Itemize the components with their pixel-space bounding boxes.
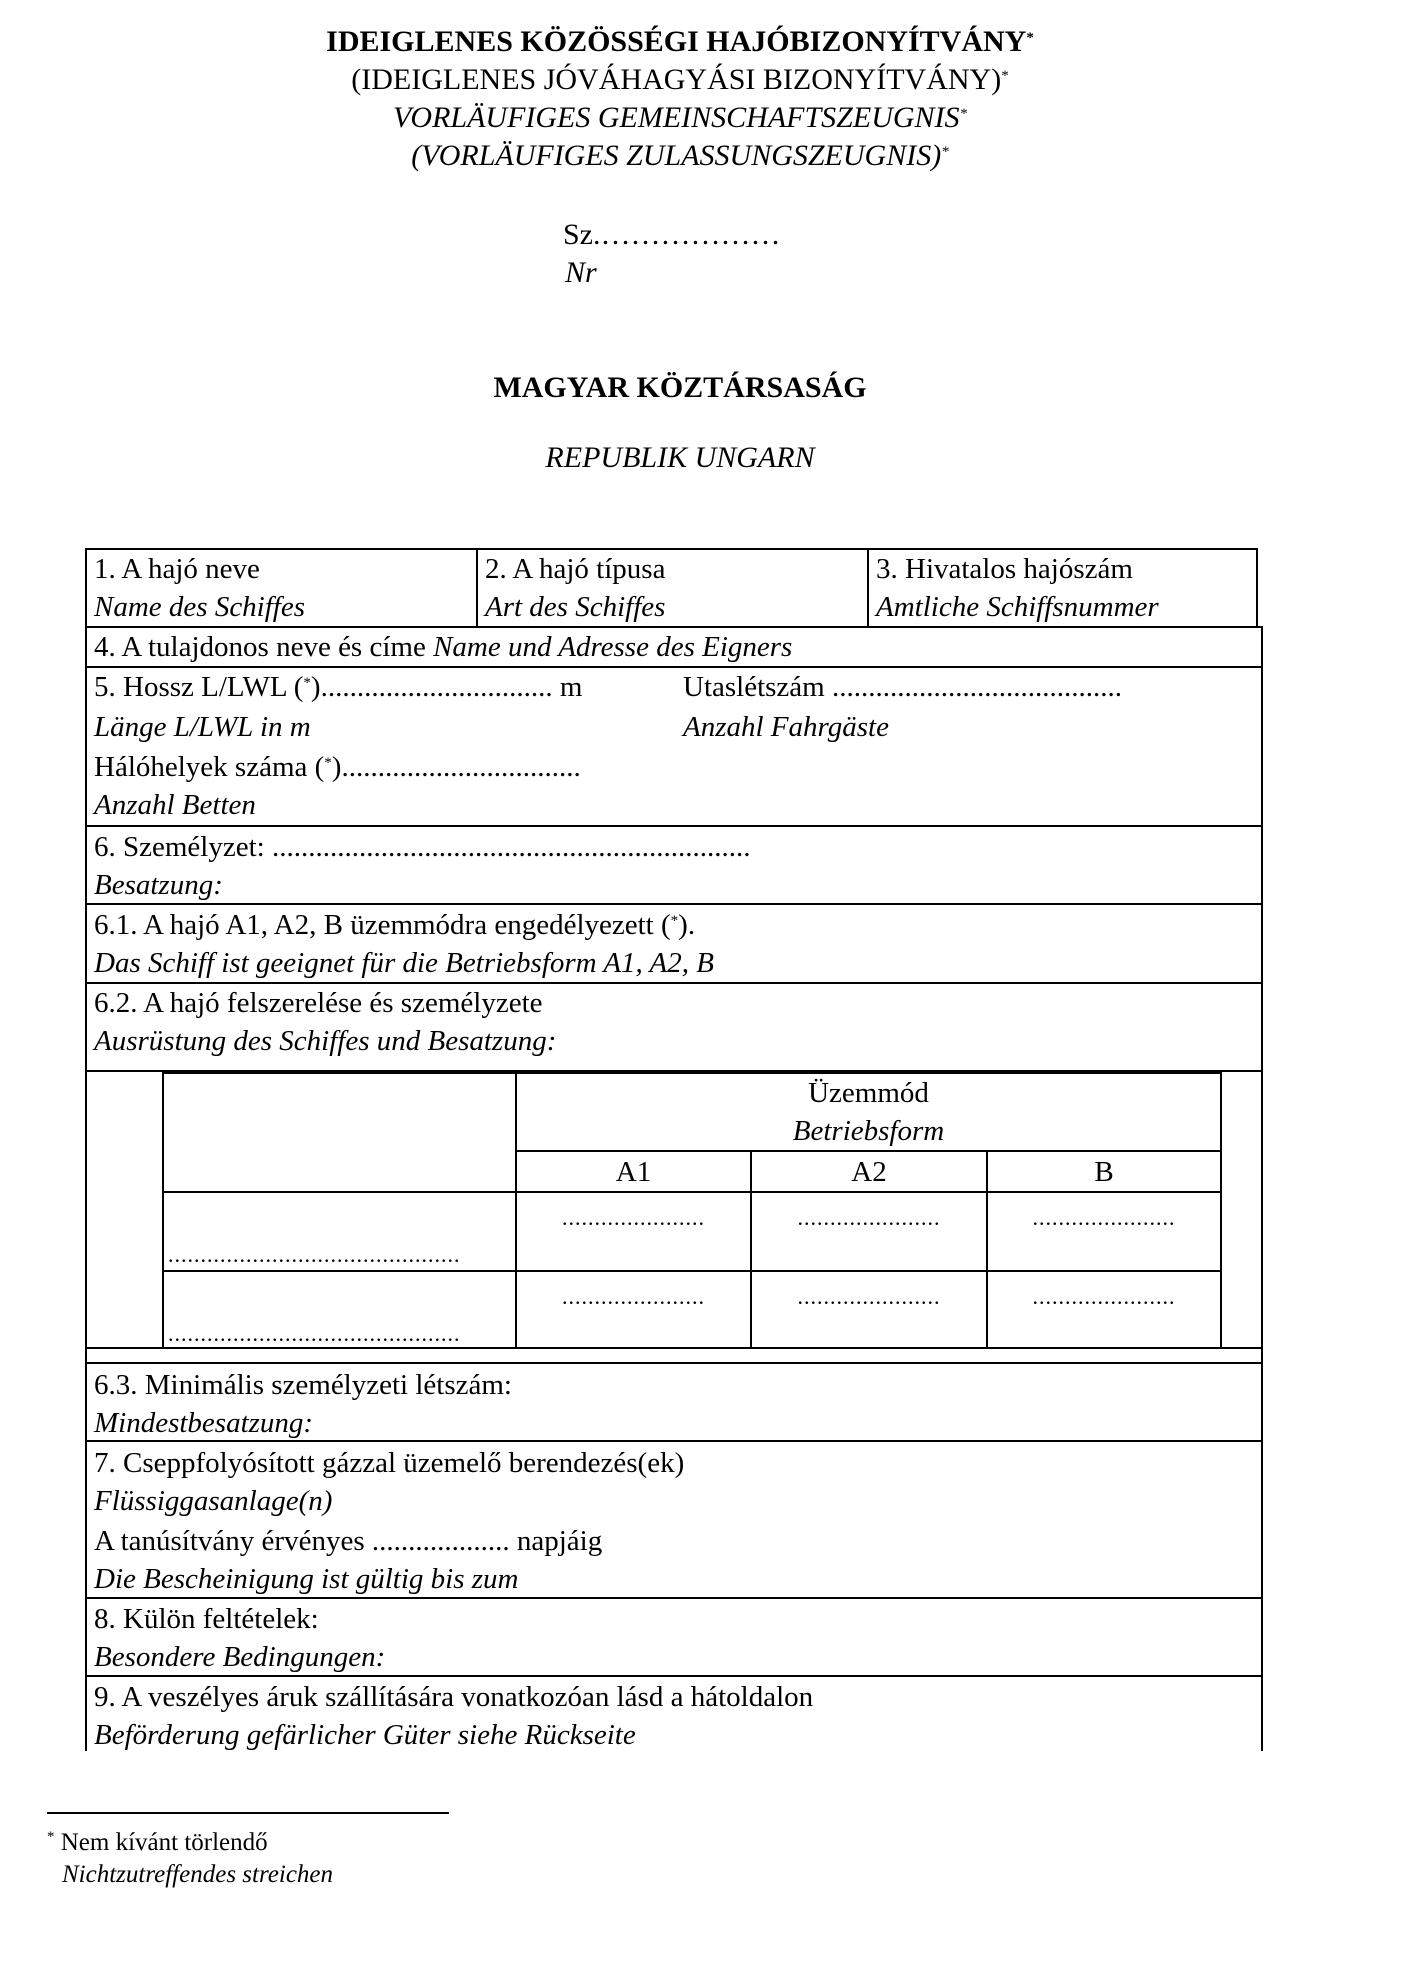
country-name-de: REPUBLIK UNGARN xyxy=(545,441,815,474)
field-6-2-label: 6.2. A hajó felszerelése és személyzete xyxy=(94,987,543,1019)
country-name: MAGYAR KÖZTÁRSASÁG xyxy=(493,371,867,404)
field-5-beds: Hálóhelyek száma (*)................................. xyxy=(94,751,581,783)
footnote-text: * Nem kívánt törlendő xyxy=(47,1829,268,1856)
field-6-crew-de: Besatzung: xyxy=(94,869,223,901)
certificate-subtitle: (IDEIGLENES JÓVÁHAGYÁSI BIZONYÍTVÁNY)* xyxy=(351,63,1009,96)
field-1-label-de: Name des Schiffes xyxy=(94,591,306,623)
row-1-a1-field[interactable]: ...................... xyxy=(562,1206,705,1230)
field-6-2-label-de: Ausrüstung des Schiffes und Besatzung: xyxy=(94,1025,557,1057)
field-5-length-de: Länge L/LWL in m xyxy=(94,711,311,743)
field-8-label-de: Besondere Bedingungen: xyxy=(94,1641,386,1673)
certificate-title-de: VORLÄUFIGES GEMEINSCHAFTSZEUGNIS* xyxy=(392,101,968,134)
field-5-passengers-de: Anzahl Fahrgäste xyxy=(683,711,889,743)
row-2-label-field[interactable]: ............................................. xyxy=(168,1322,461,1346)
field-9-label: 9. A veszélyes áruk szállítására vonatkozóan lásd a hátoldalon xyxy=(94,1681,814,1713)
certificate-title: IDEIGLENES KÖZÖSSÉGI HAJÓBIZONYÍTVÁNY* xyxy=(326,25,1034,58)
column-a2: A2 xyxy=(851,1156,887,1188)
field-8-label: 8. Külön feltételek: xyxy=(94,1603,319,1635)
field-5-length: 5. Hossz L/LWL (*)................................ m xyxy=(94,671,583,703)
column-a1: A1 xyxy=(615,1156,652,1188)
field-4-label: 4. A tulajdonos neve és címe Name und Adresse des Eigners xyxy=(94,631,793,663)
field-7-validity: A tanúsítvány érvényes ................... napjáig xyxy=(94,1525,603,1557)
row-2-a1-field[interactable]: ...................... xyxy=(562,1285,705,1309)
field-6-3-label-de: Mindestbesatzung: xyxy=(94,1407,314,1439)
row-1-label-field[interactable]: ............................................. xyxy=(168,1243,461,1267)
field-3-label-de: Amtliche Schiffsnummer xyxy=(876,591,1159,623)
number-label-de: Nr xyxy=(565,256,597,289)
field-3-label: 3. Hivatalos hajószám xyxy=(876,553,1133,585)
field-7-label: 7. Cseppfolyósított gázzal üzemelő berendezés(ek) xyxy=(94,1447,685,1479)
mode-header: Üzemmód xyxy=(808,1077,929,1109)
certificate-subtitle-de: (VORLÄUFIGES ZULASSUNGSZEUGNIS)* xyxy=(411,139,949,172)
footnote-divider xyxy=(47,1812,449,1814)
field-6-1-label: 6.1. A hajó A1, A2, B üzemmódra engedélyezett (*). xyxy=(94,909,696,941)
row-2-b-field[interactable]: ...................... xyxy=(1032,1285,1176,1309)
field-6-crew: 6. Személyzet: .................................................................. xyxy=(94,831,751,863)
number-field: Sz.……………… xyxy=(563,218,781,251)
field-6-3-label: 6.3. Minimális személyzeti létszám: xyxy=(94,1369,512,1401)
field-6-1-label-de: Das Schiff ist geeignet für die Betriebsform A1, A2, B xyxy=(94,947,714,979)
field-7-validity-de: Die Bescheinigung ist gültig bis zum xyxy=(94,1563,519,1595)
footnote-text-de: Nichtzutreffendes streichen xyxy=(62,1861,334,1888)
field-2-label: 2. A hajó típusa xyxy=(485,553,666,585)
column-b: B xyxy=(1094,1156,1114,1188)
mode-header-de: Betriebsform xyxy=(792,1115,945,1147)
field-5-passengers: Utaslétszám ........................................ xyxy=(683,671,1122,703)
row-2-a2-field[interactable]: ...................... xyxy=(797,1285,941,1309)
field-1-label: 1. A hajó neve xyxy=(94,553,260,585)
field-5-beds-de: Anzahl Betten xyxy=(94,789,256,821)
field-7-label-de: Flüssiggasanlage(n) xyxy=(94,1485,333,1517)
field-2-label-de: Art des Schiffes xyxy=(485,591,666,623)
row-1-a2-field[interactable]: ...................... xyxy=(797,1206,941,1230)
field-9-label-de: Beförderung gefärlicher Güter siehe Rückseite xyxy=(94,1719,636,1751)
row-1-b-field[interactable]: ...................... xyxy=(1032,1206,1176,1230)
